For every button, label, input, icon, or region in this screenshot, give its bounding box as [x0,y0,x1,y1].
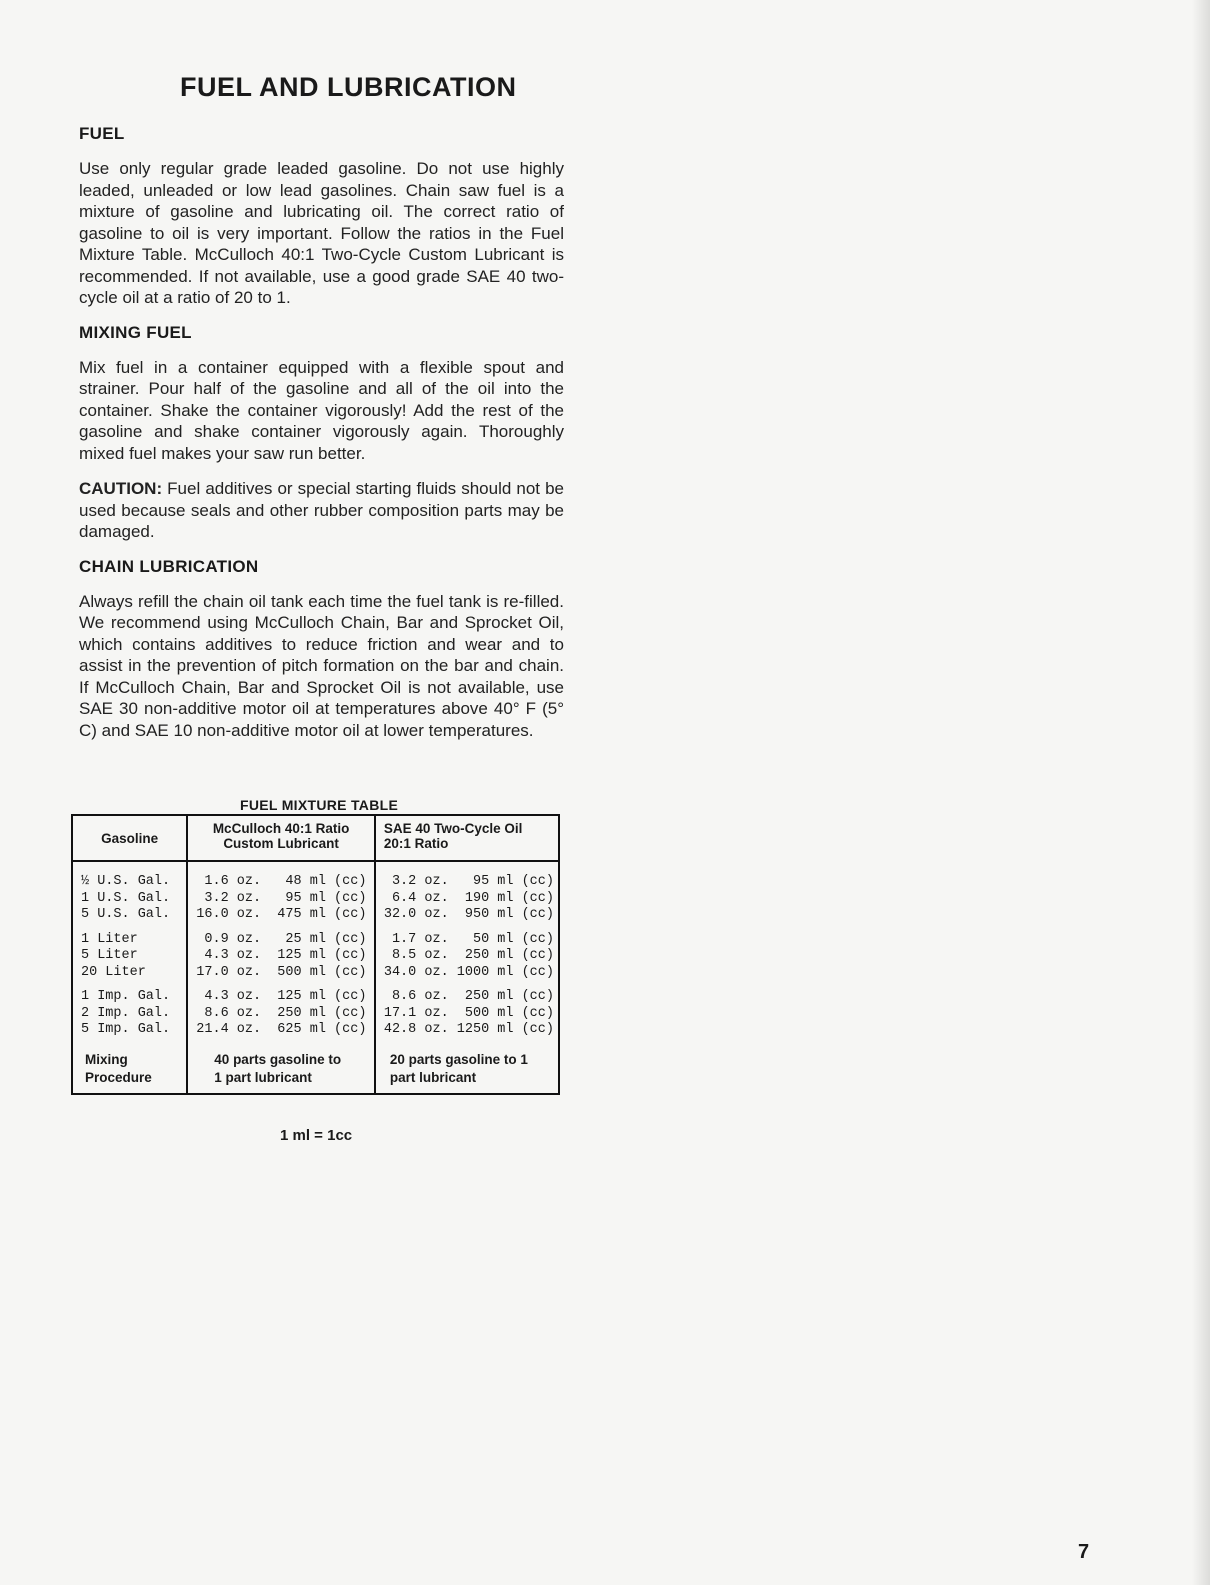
page-number: 7 [1078,1541,1090,1563]
section-text-chain-lubrication: Always refill the chain oil tank each time the fuel tank is re-filled. We recommend using McCulloch Chain, Bar and Sprocket Oil, which contains additives to reduce friction and wear and to assist in the prevention of pitch formation on the bar and chain. If McCulloch Chain, Bar and Sprocket Oil is not available, use SAE 30 non-additive motor oil at temperatures above 40° F (5° C) and SAE 10 non-additive motor oil at lower temperatures. [79,591,564,740]
header-sae: SAE 40 Two-Cycle Oil 20:1 Ratio [375,815,559,861]
main-column [79,124,564,755]
page-title: FUEL AND LUBRICATION [180,72,517,102]
procedure-sae: 20 parts gasoline to 1 part lubricant [375,1039,559,1094]
sae-cell-liter: 1.7 oz. 50 ml (cc) 8.5 oz. 250 ml (cc) 34.0 oz. 1000 ml (cc) [375,924,559,982]
table-row [72,981,559,1039]
table-caption: FUEL MIXTURE TABLE [240,797,399,813]
page-edge-shadow [1192,0,1210,1585]
gasoline-cell-us: ½ U.S. Gal. 1 U.S. Gal. 5 U.S. Gal. [72,861,187,924]
header-gasoline: Gasoline [72,815,187,861]
table-row-procedure [72,1039,559,1094]
section-heading-mixing-fuel: MIXING FUEL [79,322,192,342]
caution-label: CAUTION: [79,479,163,498]
section-text-fuel: Use only regular grade leaded gasoline. Do not use highly leaded, unleaded or low lead gasolines. Chain saw fuel is a mixture of gasoline and lubricating oil. The correct ratio of gasoline to oil is very important. Follow the ratios in the Fuel Mixture Table. McCulloch 40:1 Two-Cycle Custom Lubricant is recommended. If not available, use a good grade SAE 40 two-cycle oil at a ratio of 20 to 1. [79,159,564,307]
section-heading-chain-lubrication: CHAIN LUBRICATION [79,556,259,576]
sae-cell-imperial: 8.6 oz. 250 ml (cc) 17.1 oz. 500 ml (cc) 42.8 oz. 1250 ml (cc) [375,981,559,1039]
mcculloch-cell-us: 1.6 oz. 48 ml (cc) 3.2 oz. 95 ml (cc) 16.0 oz. 475 ml (cc) [187,861,375,924]
procedure-mcculloch: 40 parts gasoline to 1 part lubricant [187,1039,375,1094]
table-footnote: 1 ml = 1cc [280,1127,353,1144]
caution-text: Fuel additives or special starting fluids should not be used because seals and other rubber composition parts may be damaged. [79,479,564,541]
procedure-label: Mixing Procedure [72,1039,187,1094]
table-header-row [72,815,559,861]
section-heading-fuel: FUEL [79,124,125,143]
caution-paragraph [79,478,564,543]
mcculloch-cell-liter: 0.9 oz. 25 ml (cc) 4.3 oz. 125 ml (cc) 17.0 oz. 500 ml (cc) [187,924,375,982]
table-row [72,861,559,924]
sae-cell-us: 3.2 oz. 95 ml (cc) 6.4 oz. 190 ml (cc) 32.0 oz. 950 ml (cc) [375,861,559,924]
gasoline-cell-liter: 1 Liter 5 Liter 20 Liter [72,924,187,982]
table-row [72,924,559,982]
fuel-mixture-table [71,814,560,1095]
header-mcculloch: McCulloch 40:1 Ratio Custom Lubricant [187,815,375,861]
mcculloch-cell-imperial: 4.3 oz. 125 ml (cc) 8.6 oz. 250 ml (cc) 21.4 oz. 625 ml (cc) [187,981,375,1039]
section-text-mixing-fuel: Mix fuel in a container equipped with a flexible spout and strainer. Pour half of the gasoline and all of the oil into the container. Shake the container vigorously! Add the rest of the gasoline and shake container vigorously again. Thoroughly mixed fuel makes your saw run better. [79,357,564,463]
gasoline-cell-imperial: 1 Imp. Gal. 2 Imp. Gal. 5 Imp. Gal. [72,981,187,1039]
